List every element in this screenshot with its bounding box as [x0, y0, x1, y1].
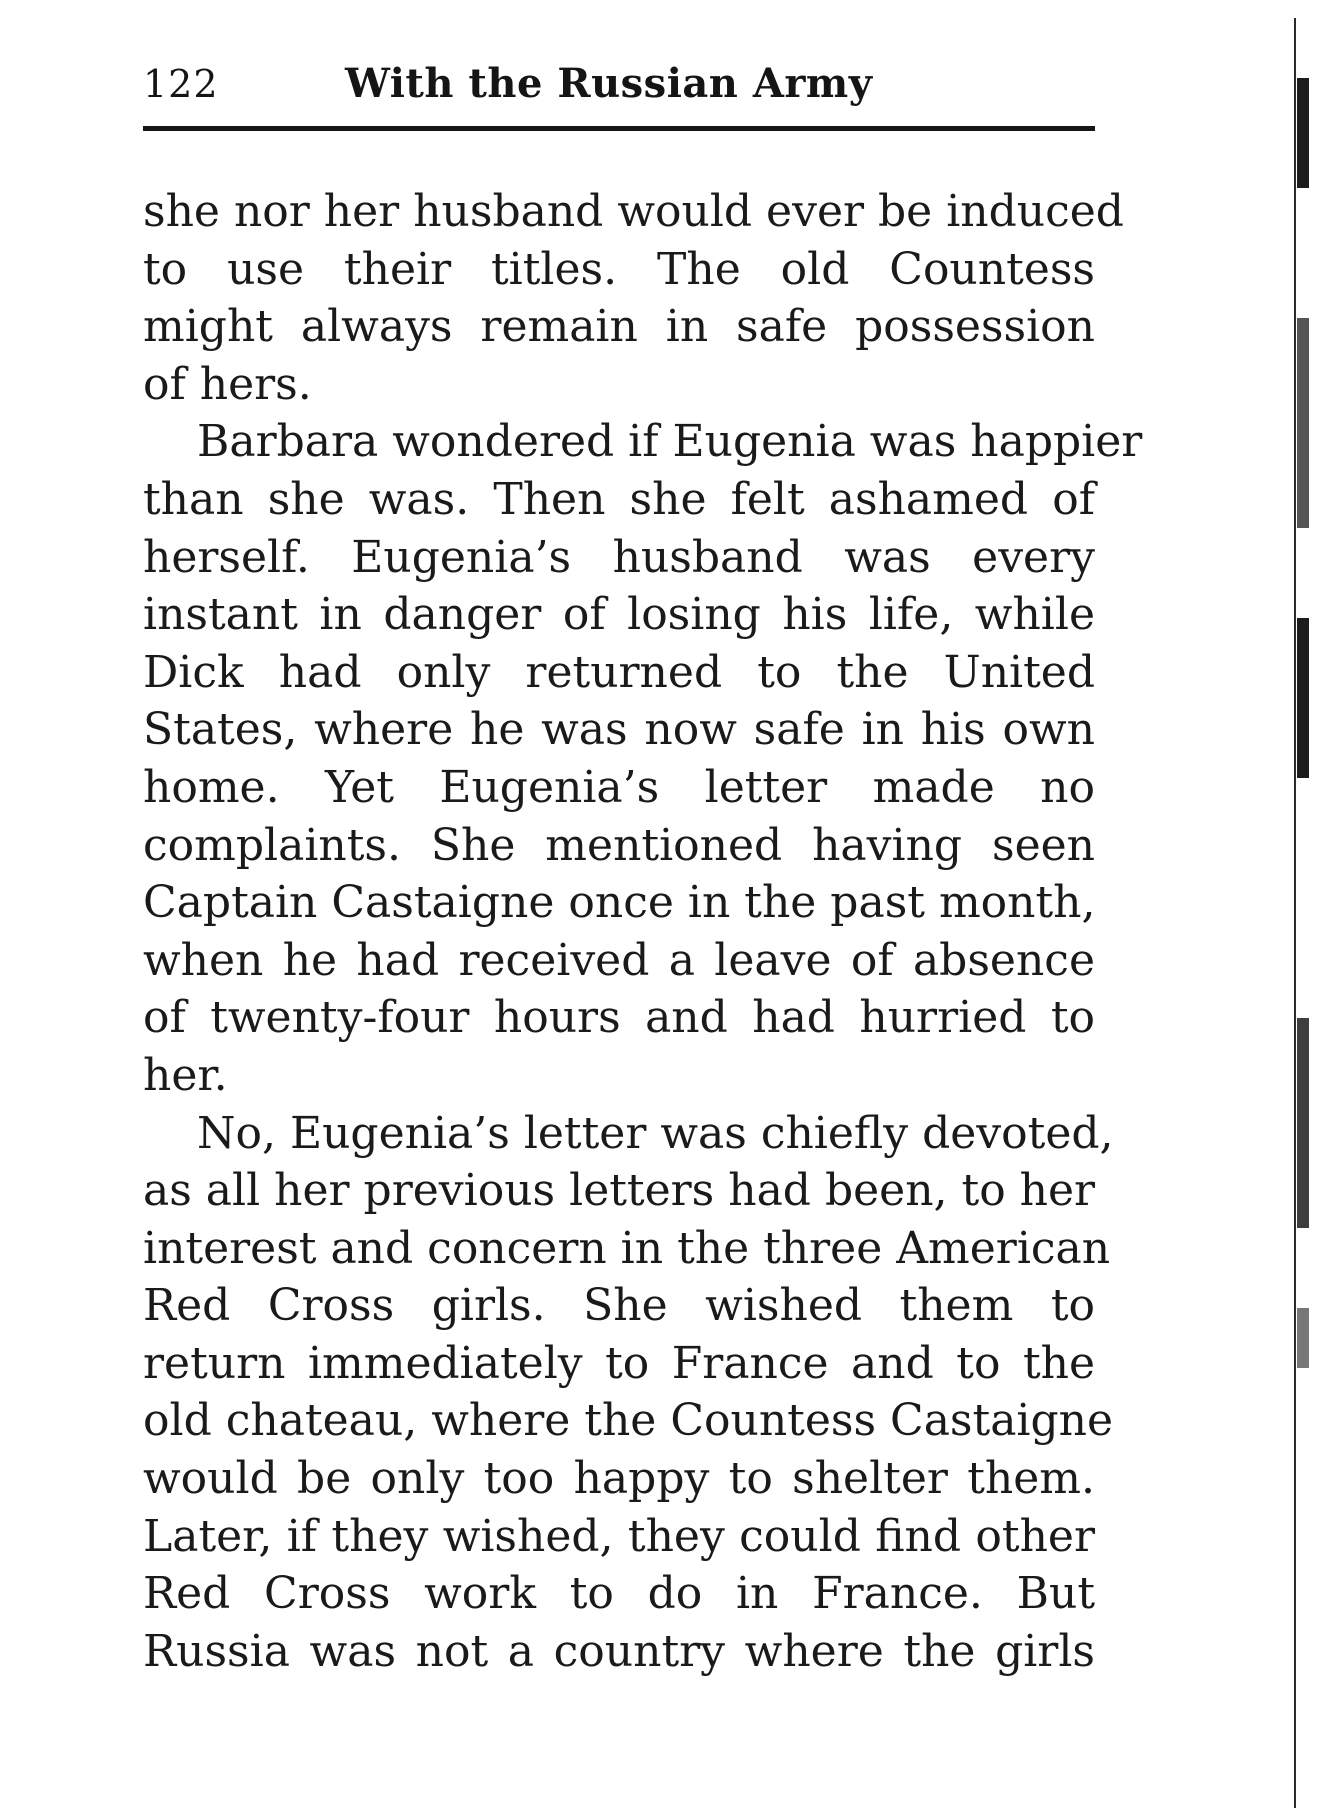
scan-edge-mark	[1297, 1018, 1309, 1228]
text-line: as all her previous letters had been, to her	[143, 1165, 1096, 1217]
text-line: to use their titles. The old Countess	[143, 243, 1095, 295]
paragraph-1	[143, 183, 1124, 413]
text-line: return immediately to France and to the	[143, 1337, 1095, 1389]
text-line: when he had received a leave of absence	[143, 934, 1095, 986]
scan-edge-mark	[1297, 318, 1309, 528]
text-line: Red Cross work to do in France. But	[143, 1568, 1095, 1620]
page-header	[143, 62, 1095, 122]
text-line: States, where he was now safe in his own	[143, 704, 1095, 756]
header-rule	[143, 126, 1095, 131]
text-line: Dick had only returned to the United	[143, 646, 1095, 698]
running-title: With the Russian Army	[345, 60, 873, 107]
text-line: of twenty-four hours and had hurried to	[143, 992, 1095, 1044]
text-line: Later, if they wished, they could find other	[143, 1510, 1095, 1562]
text-line: of hers.	[143, 358, 312, 410]
scan-edge-mark	[1297, 618, 1309, 778]
paragraph-2	[143, 413, 1143, 1104]
text-line: would be only too happy to shelter them.	[143, 1453, 1095, 1505]
text-line: Russia was not a country where the girls	[143, 1625, 1095, 1677]
text-line: Barbara wondered if Eugenia was happier	[197, 416, 1143, 468]
text-line: old chateau, where the Countess Castaigne	[143, 1395, 1114, 1447]
text-line: instant in danger of losing his life, while	[143, 589, 1095, 641]
scan-edge-mark	[1297, 1308, 1309, 1368]
text-line: home. Yet Eugenia’s letter made no	[143, 761, 1095, 813]
text-line: her.	[143, 1049, 228, 1101]
text-line: interest and concern in the three American	[143, 1222, 1111, 1274]
text-line: than she was. Then she felt ashamed of	[143, 473, 1095, 525]
scan-edge-shadow	[1294, 18, 1310, 1808]
text-line: Captain Castaigne once in the past month,	[143, 877, 1096, 929]
text-line: herself. Eugenia’s husband was every	[143, 531, 1095, 583]
scan-edge-mark	[1297, 78, 1309, 188]
page-number: 122	[143, 62, 219, 106]
text-line: Red Cross girls. She wished them to	[143, 1280, 1095, 1332]
scan-edge-line	[1294, 18, 1296, 1808]
text-line: might always remain in safe possession	[143, 301, 1095, 353]
text-line: complaints. She mentioned having seen	[143, 819, 1095, 871]
text-line: No, Eugenia’s letter was chiefly devoted,	[197, 1107, 1114, 1159]
text-line: she nor her husband would ever be induced	[143, 186, 1124, 237]
paragraph-3	[143, 1105, 1114, 1681]
body-text	[143, 183, 1143, 1680]
